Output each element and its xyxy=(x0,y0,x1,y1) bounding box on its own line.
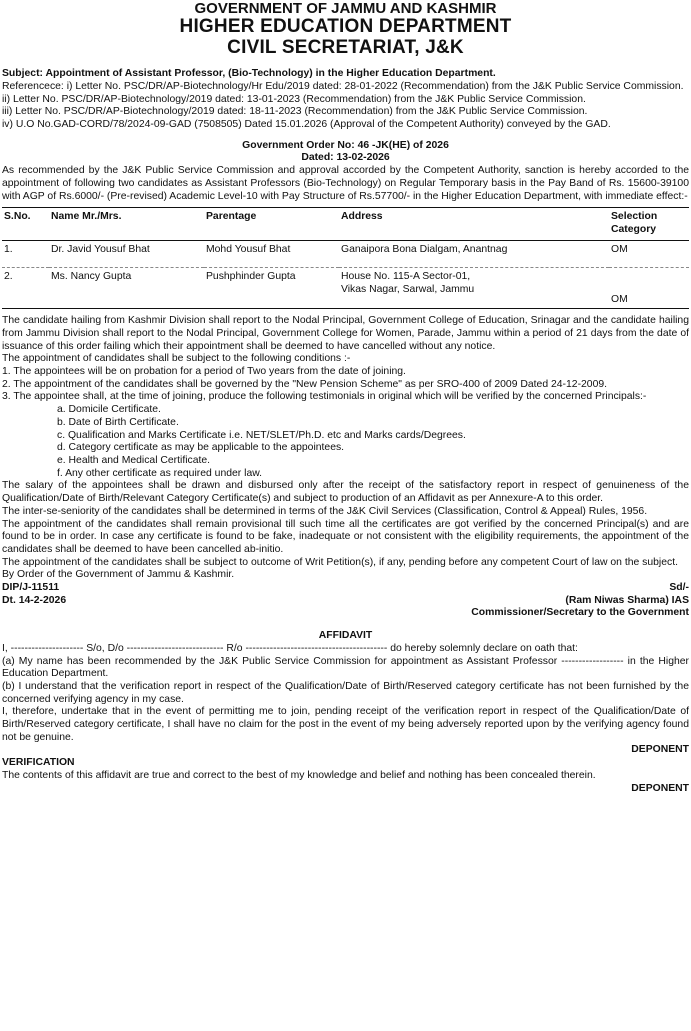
col-header-name: Name Mr./Mrs. xyxy=(49,208,204,241)
seniority-paragraph: The inter-se-seniority of the candidates shall be determined in terms of the J&K Civil Services (Classification, Control & Appeal) Rules, 1956. xyxy=(2,505,648,517)
candidates-table xyxy=(2,207,689,309)
cell-name: Dr. Javid Yousuf Bhat xyxy=(49,241,204,268)
col-header-sno: S.No. xyxy=(2,208,49,241)
list-item: b. Date of Birth Certificate. xyxy=(57,416,179,428)
category-header-line1: Selection xyxy=(611,211,658,223)
affidavit-title: AFFIDAVIT xyxy=(318,630,373,642)
verification-text: The contents of this affidavit are true and correct to the best of my knowledge and belief and nothing has been concealed therein. xyxy=(2,769,596,781)
condition-3: 3. The appointee shall, at the time of joining, produce the following testimonials in original which will be verified by the concerned Principals:- xyxy=(2,391,647,403)
issue-date: Dt. 14-2-2026 xyxy=(2,594,67,606)
writ-paragraph: The appointment of the candidates shall be subject to outcome of Writ Petition(s), if any, pending before any competent Court of law on the subject. xyxy=(2,556,678,568)
header-department: HIGHER EDUCATION DEPARTMENT xyxy=(179,16,512,38)
subject-line: Subject: Appointment of Assistant Professor, (Bio-Technology) in the Higher Education Department. xyxy=(2,68,496,80)
reference-3: iii) Letter No. PSC/DR/AP-Biotechnology/2019 dated: 18-11-2023 (Recommendation) from the J&K Public Service Commission. xyxy=(2,106,588,118)
list-item: c. Qualification and Marks Certificate i.e. NET/SLET/Ph.D. etc and Marks cards/Degrees. xyxy=(57,429,466,441)
address-line: Ganaipora Bona Dialgam, Anantnag xyxy=(341,244,508,256)
by-order-line: By Order of the Government of Jammu & Kashmir. xyxy=(2,569,235,581)
reference-1: Referencece: i) Letter No. PSC/DR/AP-Biotechnology/Hr Edu/2019 dated: 28-01-2022 (Recommendation) from the J&K Public Service Commission. xyxy=(2,80,684,92)
list-item: f. Any other certificate as required under law. xyxy=(57,467,263,479)
cell-parentage: Pushphinder Gupta xyxy=(204,268,339,309)
cell-address xyxy=(339,268,609,309)
list-item: a. Domicile Certificate. xyxy=(57,404,161,416)
header-government: GOVERNMENT OF JAMMU AND KASHMIR xyxy=(194,0,497,17)
sd-mark: Sd/- xyxy=(669,582,689,594)
reference-2: ii) Letter No. PSC/DR/AP-Biotechnology/2019 dated: 13-01-2023 (Recommendation) from the J&K Public Service Commission. xyxy=(2,93,586,105)
government-order-document xyxy=(0,1,691,1031)
affidavit-undertaking: I, therefore, undertake that in the event of permitting me to join, pending receipt of the verification report in respect of the Qualification/Date of Birth/Reserved category certificate, I shall have no claim for the post in the event of my being adversely reported upon by the verifying agency found not be genuine. xyxy=(2,706,689,743)
affidavit-para-b: (b) I understand that the verification report in respect of the Qualification/Date of Birth/Reserved category certificate has not been furnished by the concerned verifying agency in my case. xyxy=(2,680,689,705)
address-line: Vikas Nagar, Sarwal, Jammu xyxy=(341,284,475,296)
address-line: House No. 115-A Sector-01, xyxy=(341,271,471,283)
col-header-parentage: Parentage xyxy=(204,208,339,241)
testimonials-list xyxy=(2,404,689,480)
cell-address xyxy=(339,241,609,268)
document-header xyxy=(2,1,689,58)
verification-deponent: DEPONENT xyxy=(631,782,689,794)
cell-category: OM xyxy=(609,241,689,268)
order-number: Government Order No: 46 -JK(HE) of 2026 xyxy=(242,139,449,151)
affidavit-declaration: I, --------------------- S/o, D/o ---------------------------- R/o ----------------------------------------- do hereby solemnly declare on oath that: xyxy=(2,642,578,654)
cell-sno: 1. xyxy=(2,241,49,268)
dip-number: DIP/J-11511 xyxy=(2,582,60,594)
cell-parentage: Mohd Yousuf Bhat xyxy=(204,241,339,268)
conditions-intro: The appointment of candidates shall be subject to the following conditions :- xyxy=(2,353,351,365)
cell-name: Ms. Nancy Gupta xyxy=(49,268,204,309)
affidavit-deponent: DEPONENT xyxy=(631,744,689,756)
table-header-row xyxy=(2,208,689,241)
order-date: Dated: 13-02-2026 xyxy=(301,152,390,164)
cell-sno: 2. xyxy=(2,268,49,309)
verification-title: VERIFICATION xyxy=(2,757,75,769)
signatory-name: (Ram Niwas Sharma) IAS xyxy=(565,594,689,606)
col-header-category xyxy=(609,208,689,241)
header-secretariat: CIVIL SECRETARIAT, J&K xyxy=(227,36,464,58)
salary-paragraph: The salary of the appointees shall be drawn and disbursed only after the receipt of the satisfactory report in respect of genuineness of the Qualification/Date of Birth/Relevant Category Certificate(s) and subject to production of an Affidavit as per Annexure-A to this order. xyxy=(2,480,689,505)
affidavit-para-a: (a) My name has been recommended by the J&K Public Service Commission for appointment as Assistant Professor ------------------ in the Higher Education Department. xyxy=(2,655,689,680)
signatory-designation: Commissioner/Secretary to the Government xyxy=(471,607,689,619)
condition-2: 2. The appointment of the candidates shall be governed by the "New Pension Scheme" as per SRO-400 of 2009 Dated 24-12-2009. xyxy=(2,378,608,390)
signature-row-2 xyxy=(2,595,689,608)
cell-category: OM xyxy=(609,268,689,309)
list-item: d. Category certificate as may be applicable to the appointees. xyxy=(57,442,345,454)
category-header-line2: Category xyxy=(611,224,657,236)
condition-1: 1. The appointees will be on probation for a period of Two years from the date of joining. xyxy=(2,366,406,378)
reporting-paragraph: The candidate hailing from Kashmir Division shall report to the Nodal Principal, Government College of Education, Srinagar and the candidate hailing from Jammu Division shall report to the Nodal Principal, Government College for Women, Parade, Jammu within a period of 21 days from the date of issuance of this order failing which their appointment shall be deemed to have cancelled without any notice. xyxy=(2,315,689,352)
reference-4: iv) U.O No.GAD-CORD/78/2024-09-GAD (7508505) Dated 15.01.2026 (Approval of the Competent Authority) conveyed by the GAD. xyxy=(2,119,611,131)
signature-row-1 xyxy=(2,582,689,595)
col-header-address: Address xyxy=(339,208,609,241)
table-row xyxy=(2,241,689,268)
order-intro: As recommended by the J&K Public Service Commission and approval accorded by the Competent Authority, sanction is hereby accorded to the appointment of following two candidates as Assistant Professors (Bio-Technology) on Regular Temporary basis in the Pay Band of Rs. 15600-39100 with AGP of Rs.6000/- (Pre-revised) Academic Level-10 with Pay Structure of Rs.57700/- in the Higher Education Department, with immediate effect:- xyxy=(2,165,689,202)
list-item: e. Health and Medical Certificate. xyxy=(57,454,211,466)
table-row xyxy=(2,268,689,309)
provisional-paragraph: The appointment of the candidates shall remain provisional till such time all the certificates are got verified by the concerned Principal(s) and are found to be in order. In case any certificate is found to be fake, inadequate or not consistent with the eligibility requirements, the appointment of the candidates shall be deemed to have been cancelled ab-initio. xyxy=(2,518,689,555)
